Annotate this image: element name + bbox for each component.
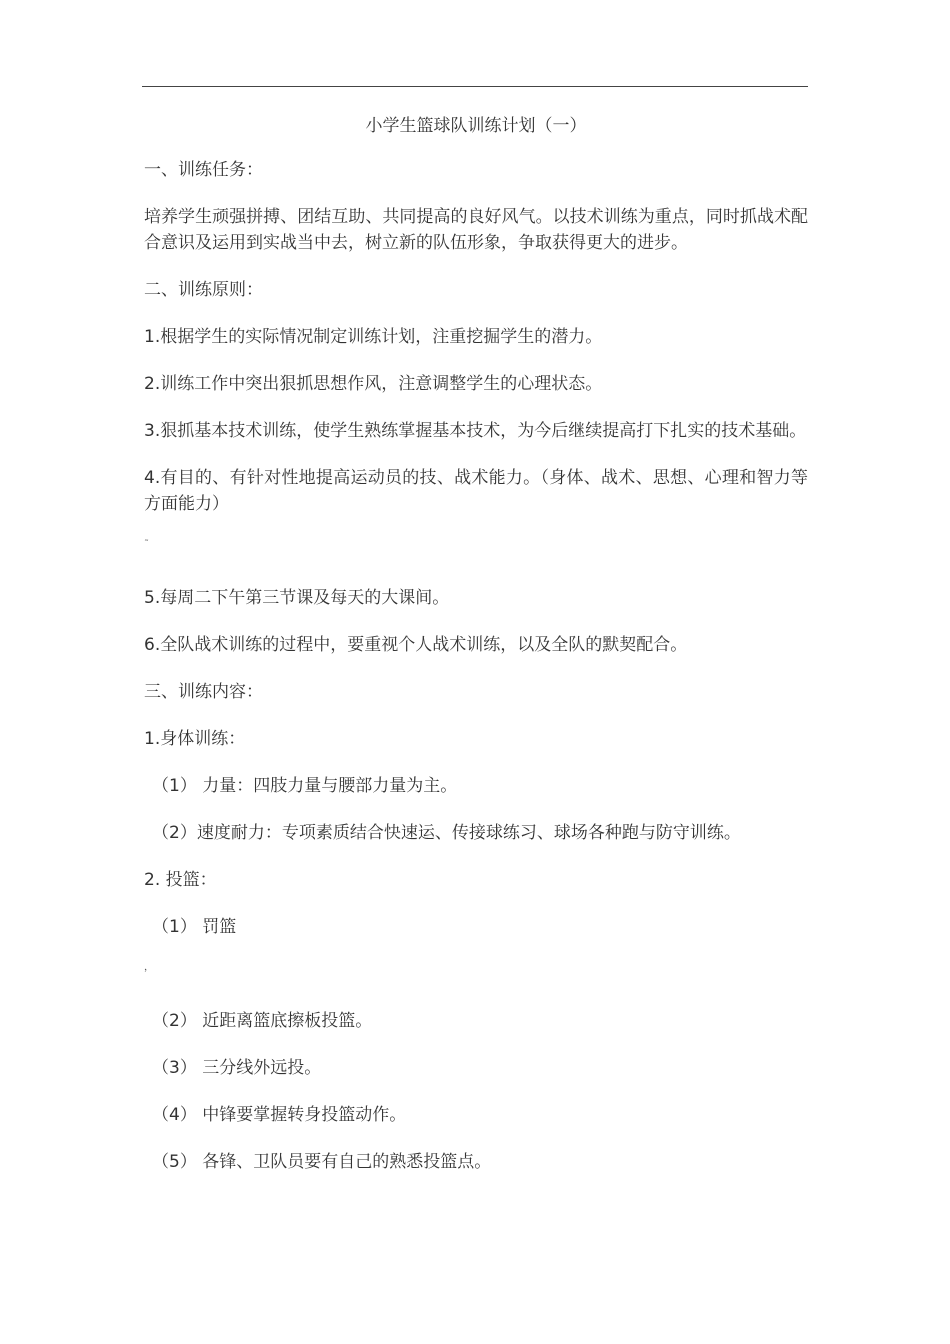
principle-item: 4.有目的、有针对性地提高运动员的技、战术能力。（身体、战术、思想、心理和智力等方面能力） <box>144 468 808 514</box>
section-heading-principles: 二、训练原则： <box>144 280 263 300</box>
stray-mark: ˜ <box>144 539 149 550</box>
shooting-item: （2） 近距离篮底擦板投篮。 <box>152 1011 373 1031</box>
principle-item: 2.训练工作中突出狠抓思想作风，注意调整学生的心理状态。 <box>144 374 603 394</box>
shooting-item: （5） 各锋、卫队员要有自己的熟悉投篮点。 <box>152 1152 492 1172</box>
shooting-item: （3） 三分线外远投。 <box>152 1058 322 1078</box>
principle-item: 5.每周二下午第三节课及每天的大课间。 <box>144 588 450 608</box>
section-heading-task: 一、训练任务： <box>144 160 263 180</box>
stray-mark: ， <box>144 962 154 973</box>
principle-item: 1.根据学生的实际情况制定训练计划，注重挖掘学生的潜力。 <box>144 327 603 347</box>
header-rule <box>142 86 808 87</box>
subsection-heading-shooting: 2. 投篮： <box>144 870 217 890</box>
subsection-heading-physical: 1.身体训练： <box>144 729 246 749</box>
shooting-item: （1） 罚篮 <box>152 917 237 937</box>
principle-item: 6.全队战术训练的过程中，要重视个人战术训练，以及全队的默契配合。 <box>144 635 688 655</box>
shooting-item: （4） 中锋要掌握转身投篮动作。 <box>152 1105 407 1125</box>
physical-item: （2）速度耐力：专项素质结合快速运、传接球练习、球场各种跑与防守训练。 <box>152 823 741 843</box>
principle-item: 3.狠抓基本技术训练，使学生熟练掌握基本技术，为今后继续提高打下扎实的技术基础。 <box>144 421 807 441</box>
document-title: 小学生篮球队训练计划（一） <box>365 116 587 136</box>
physical-item: （1） 力量：四肢力量与腰部力量为主。 <box>152 776 458 796</box>
task-paragraph: 培养学生顽强拼搏、团结互助、共同提高的良好风气。以技术训练为重点，同时抓战术配合意识及运用到实战当中去，树立新的队伍形象，争取获得更大的进步。 <box>144 207 808 253</box>
section-heading-content: 三、训练内容： <box>144 682 263 702</box>
document-body <box>144 112 808 1196</box>
